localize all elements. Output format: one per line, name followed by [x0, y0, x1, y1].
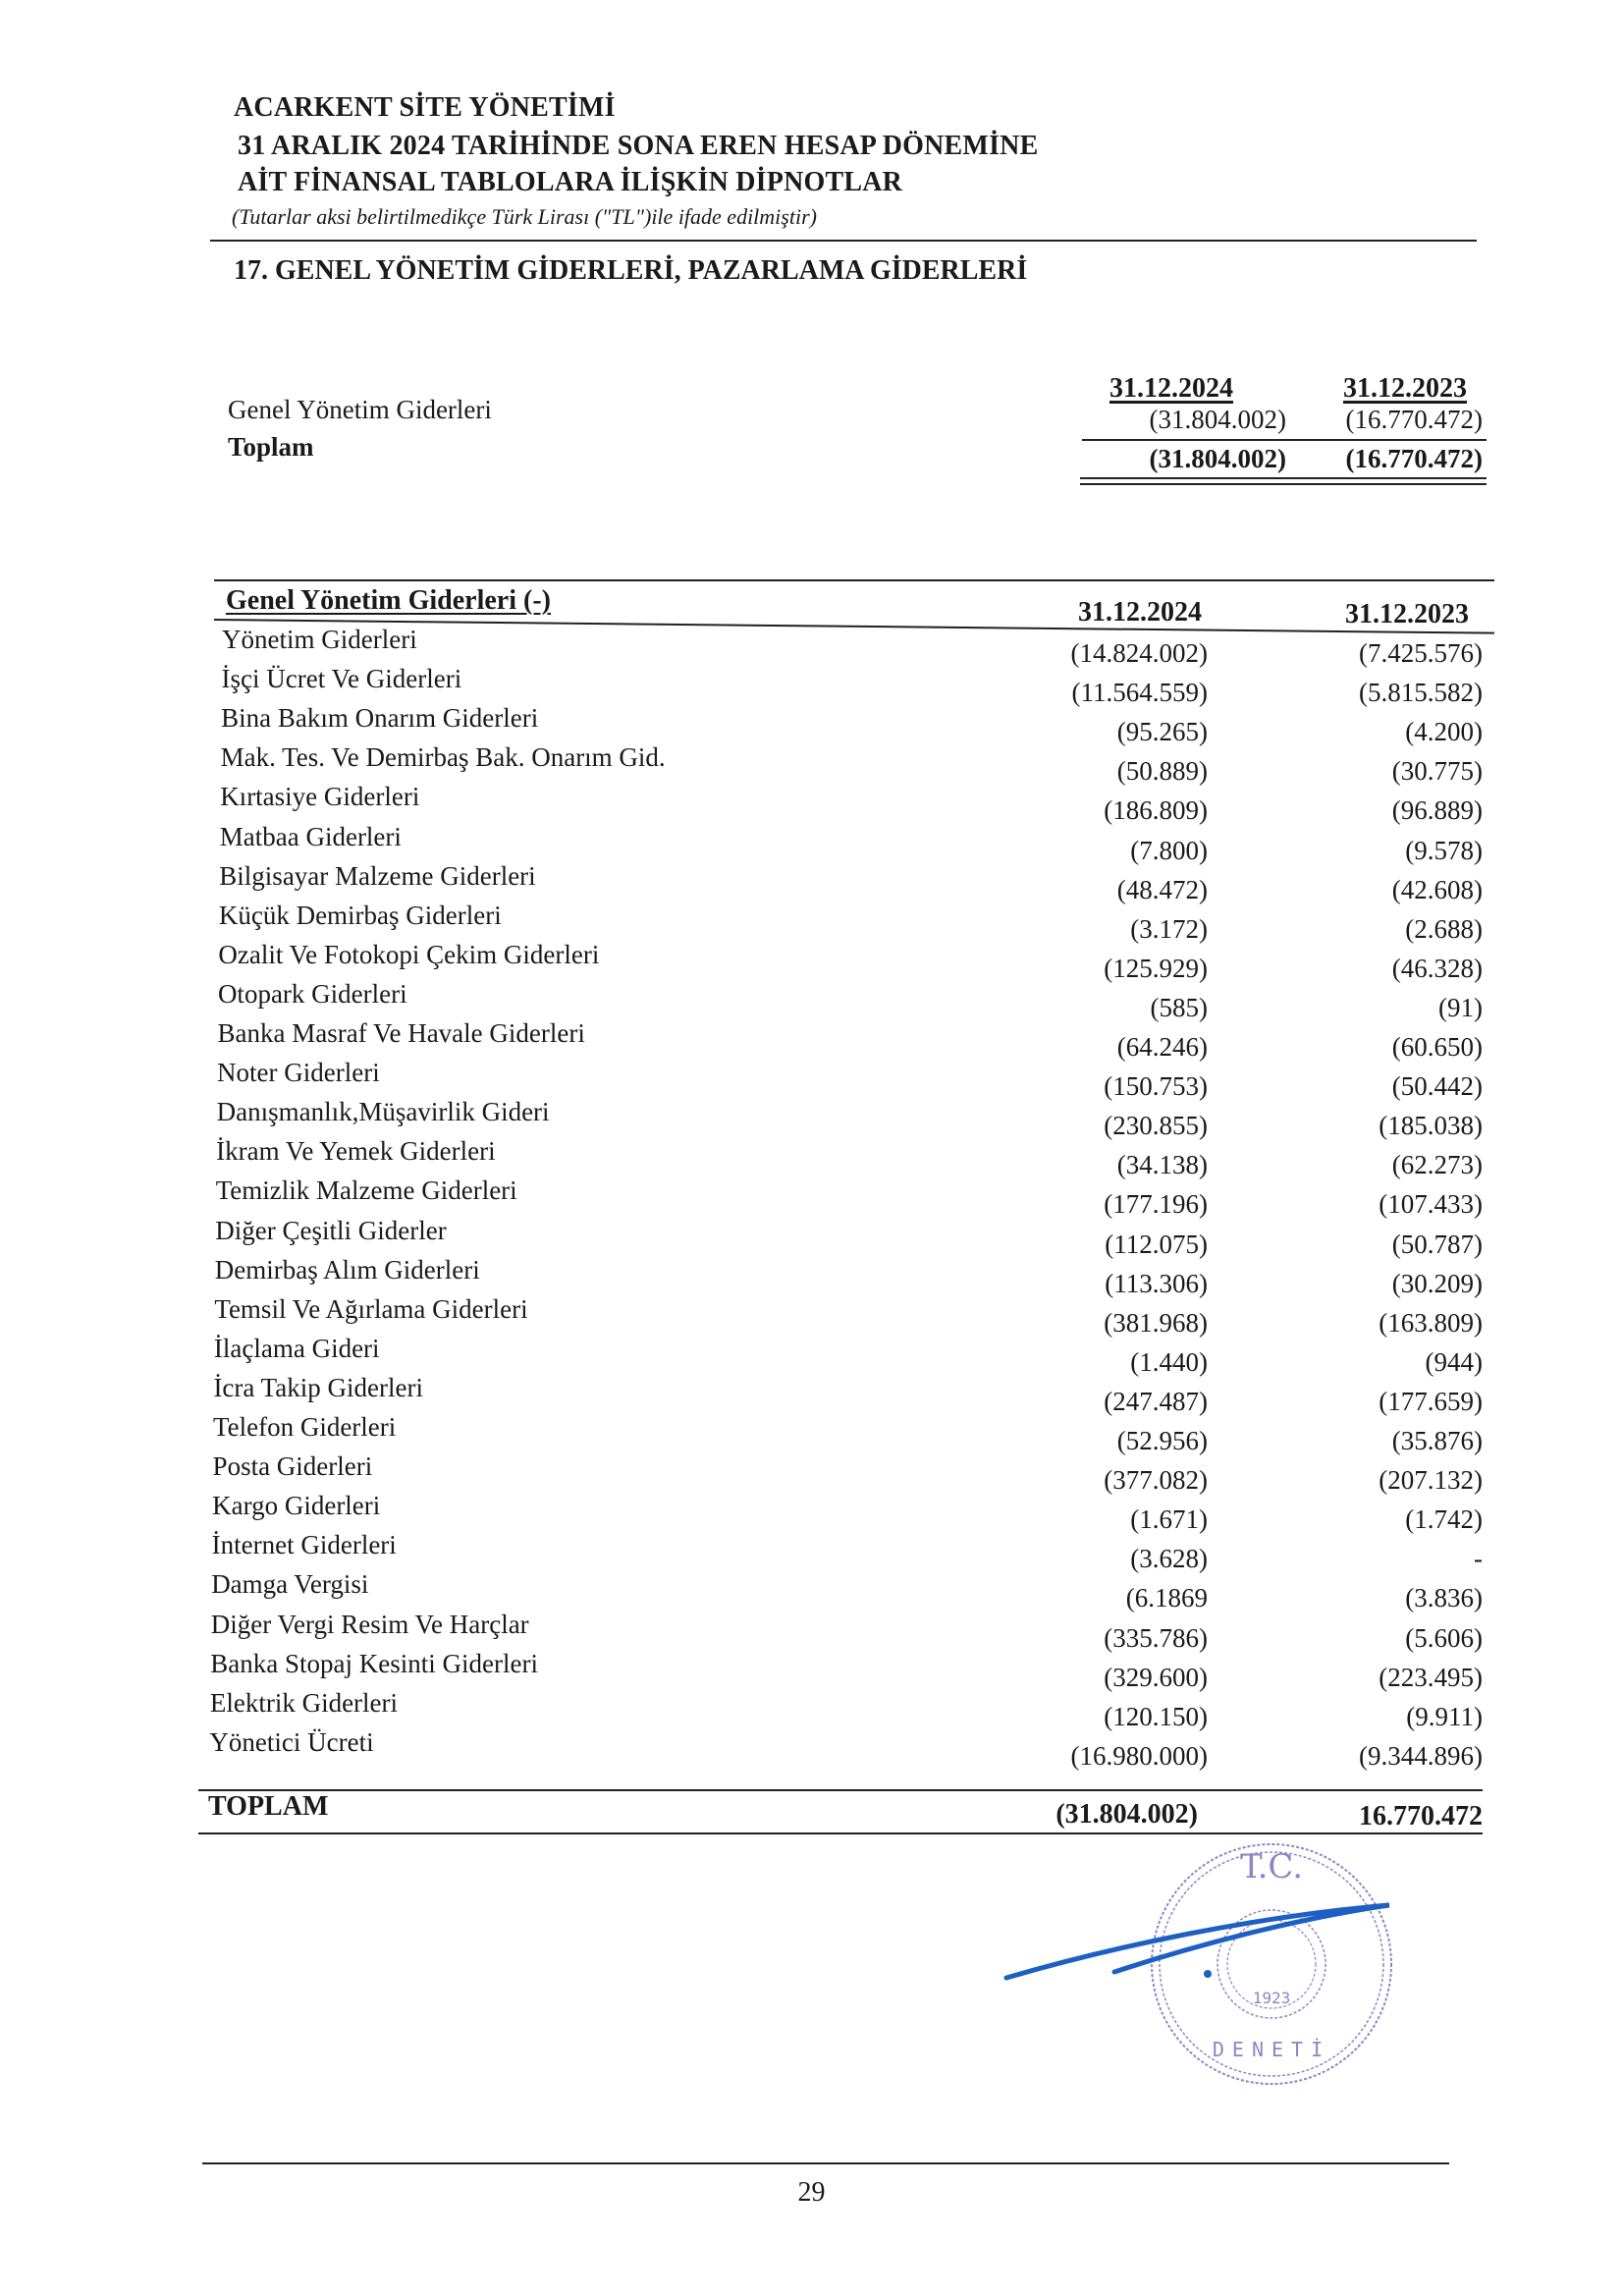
- row-value-2024: (14.824.002): [1070, 638, 1208, 668]
- row-value-2023: (4.200): [1405, 717, 1483, 747]
- row-label: Noter Giderleri: [217, 1058, 380, 1088]
- row-value-2024: (16.980.000): [1070, 1740, 1208, 1771]
- table-row: [0, 1333, 1623, 1377]
- row-value-2024: (247.487): [1104, 1386, 1208, 1416]
- row-label: Mak. Tes. Ve Demirbaş Bak. Onarım Gid.: [220, 742, 666, 773]
- row-value-2023: -: [1474, 1544, 1483, 1574]
- row-label: Küçük Demirbaş Giderleri: [218, 900, 502, 930]
- row-value-2023: (1.742): [1405, 1504, 1483, 1535]
- summary-subtotal-rule: [1082, 439, 1487, 441]
- row-value-2023: (5.606): [1405, 1622, 1483, 1653]
- row-value-2024: (329.600): [1104, 1662, 1208, 1692]
- row-label: Kırtasiye Giderleri: [220, 782, 420, 812]
- row-label: Yönetici Ücreti: [209, 1726, 374, 1757]
- table-row: [0, 1293, 1623, 1338]
- row-value-2024: (1.440): [1130, 1346, 1208, 1377]
- row-value-2023: (944): [1425, 1346, 1483, 1377]
- table-row: [0, 1726, 1623, 1771]
- row-label: Matbaa Giderleri: [219, 821, 402, 851]
- row-value-2024: (335.786): [1104, 1622, 1208, 1653]
- table-row: [0, 742, 1623, 787]
- row-label: Demirbaş Alım Giderleri: [214, 1254, 480, 1285]
- summary-col-2023: 31.12.2023: [1343, 373, 1467, 404]
- row-value-2023: (177.659): [1379, 1386, 1483, 1416]
- row-label: Temizlik Malzeme Giderleri: [215, 1175, 517, 1206]
- table-row: [0, 860, 1623, 904]
- summary-col-2024: 31.12.2024: [1109, 373, 1233, 404]
- row-value-2024: (177.196): [1104, 1189, 1208, 1220]
- row-value-2024: (50.889): [1116, 756, 1208, 787]
- row-value-2023: (60.650): [1391, 1032, 1483, 1062]
- table-row: [0, 1530, 1623, 1574]
- table-row: [0, 703, 1623, 747]
- row-value-2023: (163.809): [1379, 1307, 1483, 1338]
- table-row: [0, 625, 1623, 668]
- section-title: 17. GENEL YÖNETİM GİDERLERİ, PAZARLAMA GİDERLERİ: [234, 255, 1028, 286]
- row-value-2024: (7.800): [1130, 835, 1208, 865]
- row-value-2023: (207.132): [1379, 1465, 1483, 1496]
- row-value-2023: (91): [1438, 992, 1483, 1022]
- table-row: [0, 939, 1623, 983]
- row-label: Elektrik Giderleri: [209, 1687, 399, 1718]
- detail-total-2024: (31.804.002): [1055, 1799, 1198, 1830]
- row-label: Diğer Vergi Resim Ve Harçlar: [210, 1609, 529, 1639]
- row-value-2024: (377.082): [1104, 1465, 1208, 1496]
- row-value-2024: (125.929): [1104, 953, 1208, 983]
- detail-col-2024: 31.12.2024: [1078, 597, 1202, 628]
- row-label: Banka Masraf Ve Havale Giderleri: [217, 1018, 585, 1048]
- row-value-2024: (6.1869: [1125, 1583, 1208, 1613]
- row-label: Kargo Giderleri: [212, 1491, 381, 1521]
- table-row: [0, 1097, 1623, 1141]
- row-value-2023: (62.273): [1391, 1150, 1483, 1180]
- row-label: Temsil Ve Ağırlama Giderleri: [214, 1293, 528, 1324]
- row-value-2023: (223.495): [1379, 1662, 1483, 1692]
- row-value-2023: (3.836): [1405, 1583, 1483, 1613]
- row-label: İnternet Giderleri: [211, 1530, 397, 1560]
- summary-row-2023: (16.770.472): [1345, 405, 1483, 434]
- detail-heading: Genel Yönetim Giderleri (-): [226, 585, 551, 616]
- currency-note: (Tutarlar aksi belirtilmedikçe Türk Lirası ("TL")ile ifade edilmiştir): [232, 204, 817, 229]
- row-label: İkram Ve Yemek Giderleri: [216, 1136, 496, 1167]
- report-period-title: 31 ARALIK 2024 TARİHİNDE SONA EREN HESAP DÖNEMİNE: [238, 131, 1039, 161]
- row-value-2024: (11.564.559): [1071, 678, 1208, 708]
- row-value-2024: (230.855): [1104, 1111, 1208, 1141]
- row-value-2024: (3.628): [1130, 1544, 1208, 1574]
- row-value-2024: (150.753): [1104, 1071, 1208, 1102]
- footer-rule: [202, 2162, 1449, 2164]
- row-value-2024: (95.265): [1116, 717, 1208, 747]
- table-row: [0, 1058, 1623, 1102]
- table-row: [0, 1451, 1623, 1496]
- table-row: [0, 978, 1623, 1022]
- detail-top-rule: [214, 579, 1494, 581]
- row-value-2023: (42.608): [1391, 874, 1483, 904]
- row-value-2024: (34.138): [1116, 1150, 1208, 1180]
- summary-row-2024: (31.804.002): [1149, 405, 1286, 434]
- row-value-2023: (107.433): [1379, 1189, 1483, 1220]
- row-label: Otopark Giderleri: [217, 978, 407, 1009]
- row-value-2024: (48.472): [1116, 874, 1208, 904]
- row-label: Posta Giderleri: [212, 1451, 373, 1482]
- summary-row-label: Genel Yönetim Giderleri: [228, 395, 492, 424]
- detail-total-top-rule: [198, 1789, 1483, 1791]
- table-row: [0, 1175, 1623, 1220]
- signature-icon: [997, 1887, 1419, 2005]
- row-value-2023: (35.876): [1391, 1426, 1483, 1455]
- company-name: ACARKENT SİTE YÖNETİMİ: [234, 92, 616, 123]
- row-value-2024: (381.968): [1104, 1307, 1208, 1338]
- row-value-2023: (30.209): [1391, 1268, 1483, 1298]
- row-value-2023: (50.787): [1391, 1229, 1483, 1259]
- row-value-2024: (112.075): [1105, 1229, 1208, 1259]
- row-value-2024: (64.246): [1116, 1032, 1208, 1062]
- page-number: 29: [797, 2177, 826, 2208]
- table-row: [0, 1609, 1623, 1653]
- row-value-2023: (2.688): [1405, 913, 1483, 944]
- row-value-2024: (113.306): [1105, 1268, 1208, 1298]
- table-row: [0, 1018, 1623, 1062]
- row-value-2024: (1.671): [1130, 1504, 1208, 1535]
- table-row: [0, 1254, 1623, 1298]
- row-label: Damga Vergisi: [211, 1569, 369, 1600]
- table-row: [0, 1569, 1623, 1613]
- row-value-2023: (30.775): [1391, 756, 1483, 787]
- row-value-2023: (5.815.582): [1359, 678, 1483, 708]
- table-row: [0, 1687, 1623, 1731]
- detail-total-label: TOPLAM: [208, 1791, 329, 1822]
- row-value-2024: (52.956): [1116, 1426, 1208, 1455]
- table-row: [0, 664, 1623, 708]
- table-row: [0, 900, 1623, 944]
- table-row: [0, 1215, 1623, 1259]
- row-label: Diğer Çeşitli Giderler: [215, 1215, 447, 1245]
- row-label: Bina Bakım Onarım Giderleri: [221, 703, 539, 734]
- row-value-2023: (9.911): [1406, 1701, 1483, 1731]
- row-value-2023: (50.442): [1391, 1071, 1483, 1102]
- row-value-2024: (186.809): [1104, 795, 1208, 826]
- row-value-2024: (585): [1150, 992, 1208, 1022]
- detail-total-2023: 16.770.472: [1359, 1801, 1483, 1831]
- row-value-2023: (96.889): [1391, 795, 1483, 826]
- header-divider: [210, 240, 1477, 242]
- row-label: Bilgisayar Malzeme Giderleri: [219, 860, 536, 891]
- summary-total-2023: (16.770.472): [1345, 444, 1483, 473]
- row-label: İlaçlama Gideri: [213, 1333, 380, 1363]
- row-value-2023: (9.344.896): [1359, 1740, 1483, 1771]
- table-row: [0, 1412, 1623, 1455]
- summary-total-label: Toplam: [228, 432, 314, 462]
- table-row: [0, 1372, 1623, 1416]
- row-value-2024: (120.150): [1104, 1701, 1208, 1731]
- row-value-2023: (9.578): [1405, 835, 1483, 865]
- row-label: Telefon Giderleri: [213, 1412, 397, 1442]
- table-row: [0, 821, 1623, 865]
- row-value-2023: (46.328): [1391, 953, 1483, 983]
- official-stamp: [1124, 1829, 1409, 2094]
- row-value-2024: (3.172): [1130, 913, 1208, 944]
- row-label: Yönetim Giderleri: [222, 625, 417, 654]
- table-row: [0, 1648, 1623, 1692]
- row-label: Danışmanlık,Müşavirlik Gideri: [216, 1097, 550, 1127]
- row-label: Ozalit Ve Fotokopi Çekim Giderleri: [218, 939, 600, 969]
- stamp-top-text: T.C.: [1239, 1847, 1304, 1886]
- row-label: İşçi Ücret Ve Giderleri: [221, 664, 462, 694]
- table-row: [0, 1136, 1623, 1180]
- table-row: [0, 1491, 1623, 1535]
- summary-total-double-rule-top: [1080, 477, 1487, 479]
- row-value-2023: (7.425.576): [1359, 638, 1483, 668]
- stamp-bottom-text: DENETİ: [1212, 2038, 1331, 2061]
- row-value-2023: (185.038): [1379, 1111, 1483, 1141]
- detail-col-2023: 31.12.2023: [1345, 599, 1469, 629]
- row-label: Banka Stopaj Kesinti Giderleri: [210, 1648, 538, 1678]
- summary-total-double-rule-bottom: [1080, 483, 1487, 485]
- report-notes-title: AİT FİNANSAL TABLOLARA İLİŞKİN DİPNOTLAR: [238, 167, 903, 197]
- table-row: [0, 782, 1623, 826]
- row-label: İcra Takip Giderleri: [213, 1372, 423, 1402]
- stamp-year: 1923: [1252, 1989, 1291, 2007]
- summary-total-2024: (31.804.002): [1149, 444, 1286, 473]
